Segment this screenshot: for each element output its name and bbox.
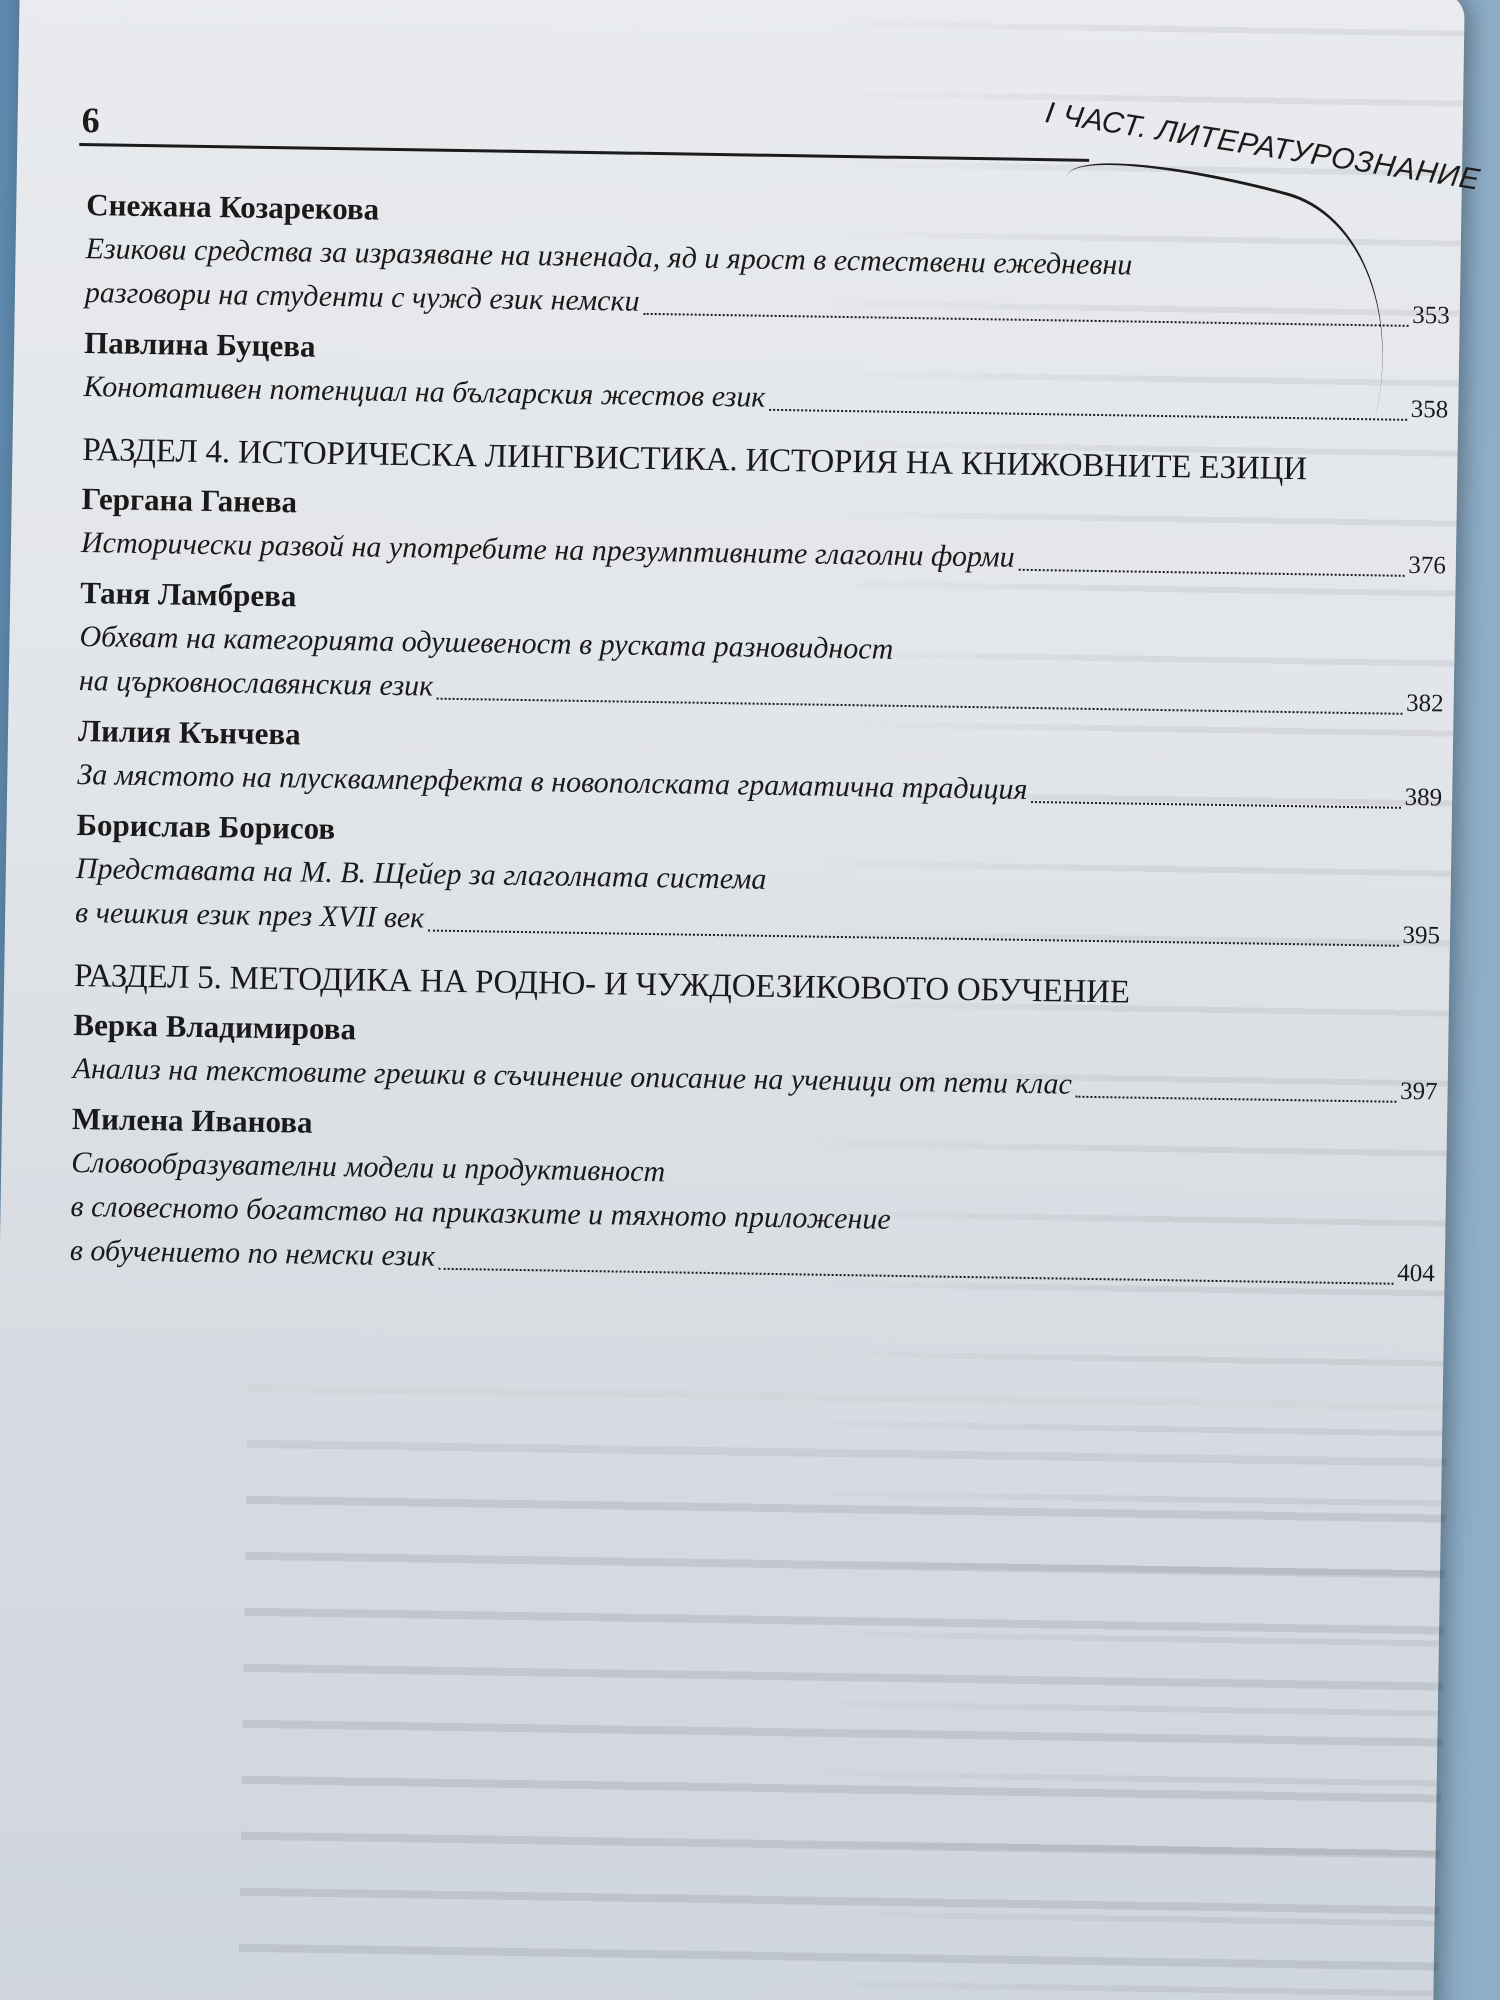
toc-entry xyxy=(72,1003,1438,1114)
entry-page-number: 376 xyxy=(1408,551,1447,580)
entry-title-line: Исторически развой на употребите на презумптивните глаголни форми xyxy=(80,526,1015,574)
entry-title-line: Словообразувателни модели и продуктивност xyxy=(71,1145,666,1189)
dot-leader xyxy=(1018,569,1404,577)
entry-page-number: 353 xyxy=(1412,301,1450,330)
entry-page-number: 395 xyxy=(1402,921,1441,950)
entry-title-line: За мястото на плусквамперфекта в новополската граматична традиция xyxy=(77,758,1028,806)
toc-entry xyxy=(81,477,1447,588)
toc-entry xyxy=(75,803,1442,958)
toc-entry xyxy=(78,571,1445,726)
entry-author: Борислав Борисов xyxy=(76,806,336,847)
entry-title-line: в словесното богатство на приказките и тяхното приложение xyxy=(70,1189,891,1236)
page-number: 6 xyxy=(81,99,100,141)
dot-leader xyxy=(428,930,1398,947)
entry-author: Гергана Ганева xyxy=(81,481,298,520)
running-head: І ЧАСТ. ЛИТЕРАТУРОЗНАНИЕ xyxy=(1043,96,1483,197)
toc-entry xyxy=(85,183,1452,338)
toc-entry xyxy=(70,1097,1438,1296)
section-heading: РАЗДЕЛ 5. МЕТОДИКА НА РОДНО- И ЧУЖДОЕЗИКОВОТО ОБУЧЕНИЕ xyxy=(73,957,1131,1011)
section-heading: РАЗДЕЛ 4. ИСТОРИЧЕСКА ЛИНГВИСТИКА. ИСТОРИЯ НА КНИЖОВНИТЕ ЕЗИЦИ xyxy=(82,432,1308,488)
dot-leader xyxy=(769,409,1406,421)
entry-author: Павлина Буцева xyxy=(83,325,316,364)
entry-author: Снежана Козарекова xyxy=(86,187,380,227)
entry-title-line: в чешкия език през XVII век xyxy=(74,895,425,935)
toc-entry xyxy=(83,321,1449,432)
entry-title-line: Представата на М. В. Щейер за глаголната система xyxy=(75,851,767,896)
entry-page-number: 389 xyxy=(1404,783,1443,812)
entry-title-line: на църковнославянския език xyxy=(78,664,434,703)
table-of-contents xyxy=(70,179,1452,1296)
entry-title-line: Обхват на категорията одушевеност в руската разновидност xyxy=(79,620,894,666)
dot-leader xyxy=(439,1268,1393,1285)
dot-leader xyxy=(437,698,1402,715)
header-rule xyxy=(79,143,1089,162)
entry-title-line: Езикови средства за изразяване на изненада, яд и ярост в естествени ежедневни xyxy=(85,232,1133,282)
entry-title-line: разговори на студенти с чужд език немски xyxy=(84,276,640,318)
entry-author: Лилия Кънчева xyxy=(77,713,301,752)
entry-page-number: 404 xyxy=(1396,1259,1435,1288)
entry-author: Верка Владимирова xyxy=(73,1006,357,1047)
entry-author: Милена Иванова xyxy=(71,1100,313,1140)
dot-leader xyxy=(1031,801,1400,809)
show-through-text-lower xyxy=(238,1354,1449,2000)
entry-page-number: 358 xyxy=(1410,395,1449,424)
entry-title-line: в обучението по немски език xyxy=(69,1233,436,1273)
entry-author: Таня Ламбрева xyxy=(79,575,297,614)
dot-leader xyxy=(1076,1096,1396,1103)
entry-title-line: Анализ на текстовите грешки в съчинение описание на ученици от пети клас xyxy=(72,1051,1073,1101)
entry-page-number: 397 xyxy=(1399,1077,1438,1106)
toc-entry xyxy=(77,709,1443,820)
dot-leader xyxy=(643,313,1408,327)
entry-title-line: Конотативен потенциал на българския жестов език xyxy=(83,370,766,414)
entry-page-number: 382 xyxy=(1405,689,1444,718)
